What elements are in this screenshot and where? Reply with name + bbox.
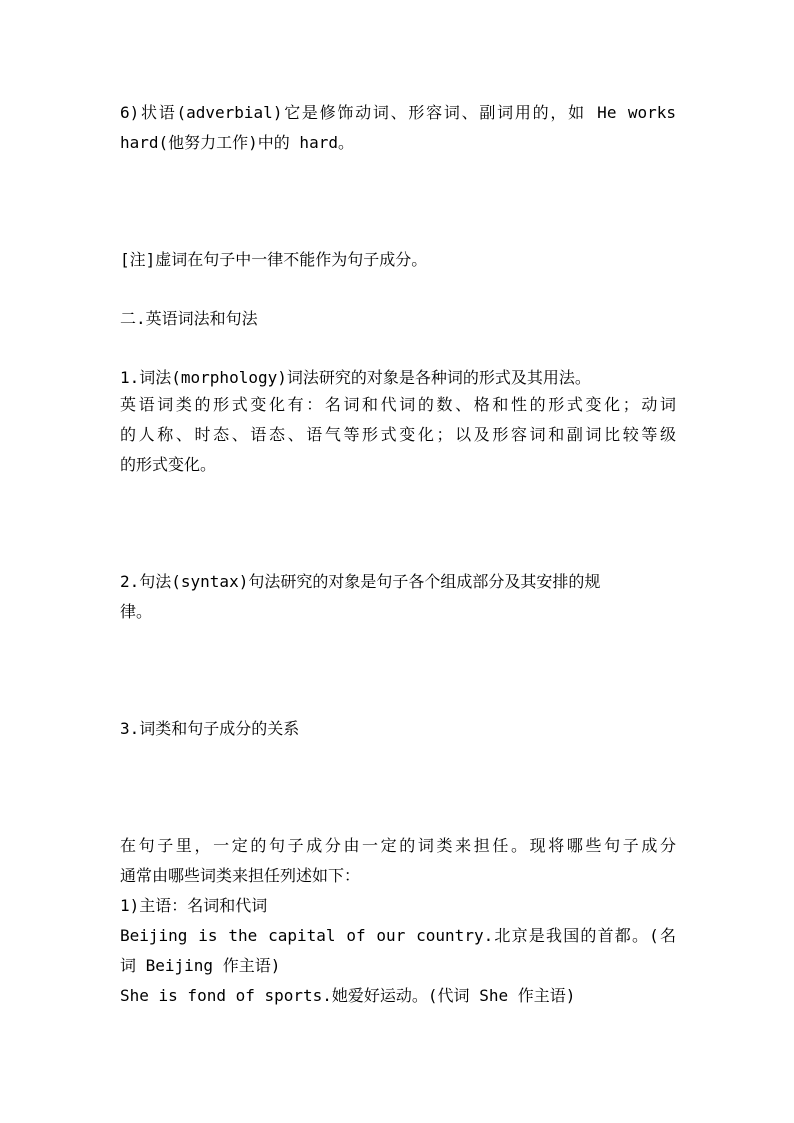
syntax-line-2: 律。 xyxy=(120,602,153,621)
morphology-line-4: 的形式变化。 xyxy=(120,455,217,474)
morphology-line-1: 1.词法(morphology)词法研究的对象是各种词的形式及其用法。 xyxy=(120,368,591,387)
morphology-line-3: 的人称、时态、语态、语气等形式变化；以及形容词和副词比较等级 xyxy=(120,425,676,444)
note-line: [注]虚词在句子中一律不能作为句子成分。 xyxy=(120,250,428,269)
relation-line-1: 在句子里，一定的句子成分由一定的词类来担任。现将哪些句子成分 xyxy=(120,836,676,855)
example-line-3: She is fond of sports.她爱好运动。(代词 She 作主语) xyxy=(120,986,576,1005)
example-line-2: 词 Beijing 作主语) xyxy=(120,956,281,975)
section-heading: 二.英语词法和句法 xyxy=(120,309,258,328)
adverbial-line-2: hard(他努力工作)中的 hard。 xyxy=(120,133,354,152)
subject-heading: 1)主语：名词和代词 xyxy=(120,896,268,915)
syntax-line-1: 2.句法(syntax)句法研究的对象是句子各个组成部分及其安排的规 xyxy=(120,572,601,591)
adverbial-line-1: 6)状语(adverbial)它是修饰动词、形容词、副词用的，如 He works xyxy=(120,103,676,122)
morphology-line-2: 英语词类的形式变化有：名词和代词的数、格和性的形式变化；动词 xyxy=(120,395,676,414)
relation-heading: 3.词类和句子成分的关系 xyxy=(120,719,300,738)
example-line-1: Beijing is the capital of our country.北京是我国的首都。(名 xyxy=(120,926,676,945)
relation-line-2: 通常由哪些词类来担任列述如下： xyxy=(120,866,361,885)
